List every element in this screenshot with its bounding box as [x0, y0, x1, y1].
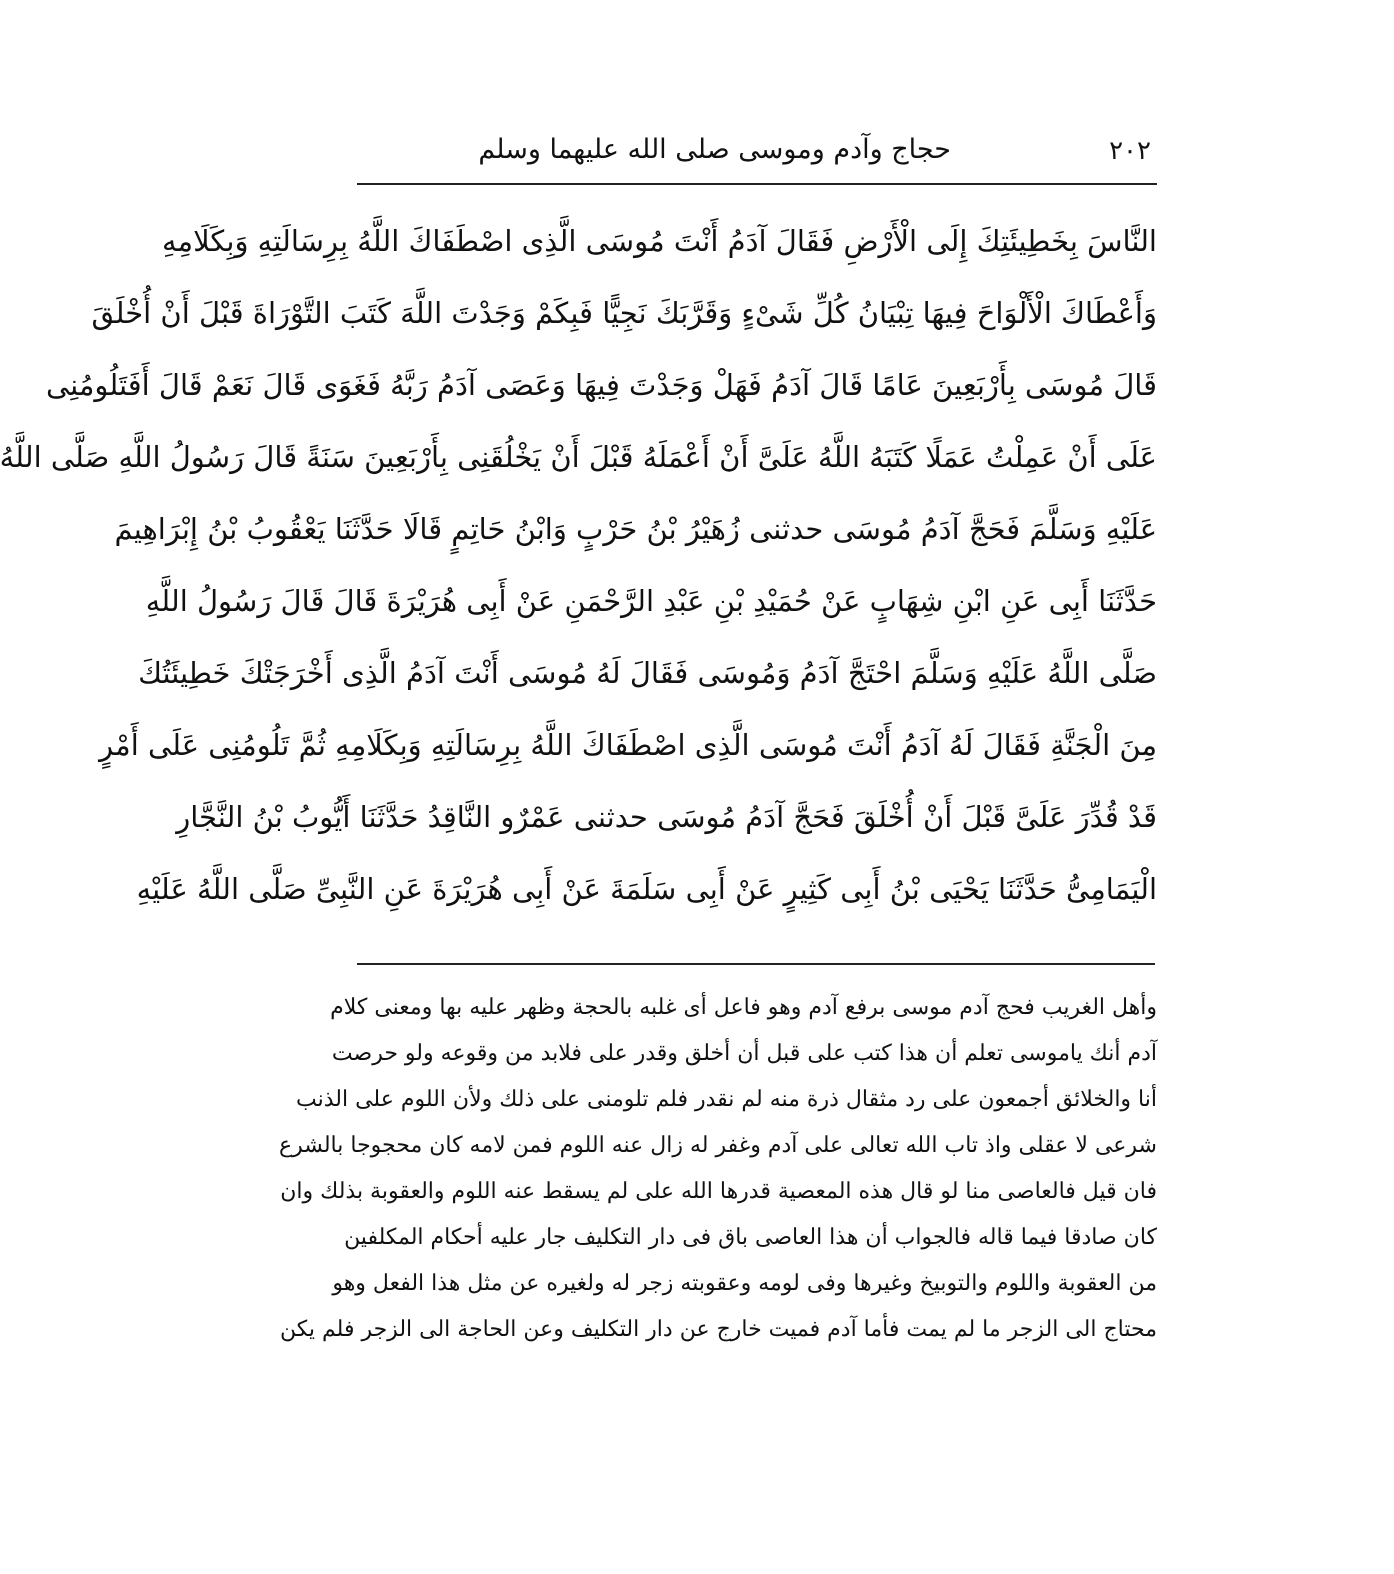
commentary-line: شرعى لا عقلى واذ تاب الله تعالى على آدم وغفر له زال عنه اللوم فمن لامه كان محجوجا بالشرع [278, 1133, 1157, 1158]
hadith-line: صَلَّى اللَّهُ عَلَيْهِ وَسَلَّمَ احْتَجَّ آدَمُ وَمُوسَى فَقَالَ لَهُ مُوسَى أَنْتَ آدَمُ الَّذِى أَخْرَجَتْكَ خَطِيئَتُكَ [138, 656, 1157, 690]
hadith-line: الْيَمَامِىُّ حَدَّثَنَا يَحْيَى بْنُ أَبِى كَثِيرٍ عَنْ أَبِى سَلَمَةَ عَنْ أَبِى هُرَيْرَةَ عَنِ النَّبِىِّ صَلَّى اللَّهُ عَلَيْهِ [136, 872, 1157, 906]
hadith-line: عَلَى أَنْ عَمِلْتُ عَمَلًا كَتَبَهُ اللَّهُ عَلَىَّ أَنْ أَعْمَلَهُ قَبْلَ أَنْ يَخْلُقَنِى بِأَرْبَعِينَ سَنَةً قَالَ رَسُولُ اللَّهِ صَلَّى اللَّهُ [0, 440, 1157, 474]
hadith-line: وَأَعْطَاكَ الْأَلْوَاحَ فِيهَا تِبْيَانُ كُلِّ شَىْءٍ وَقَرَّبَكَ نَجِيًّا فَبِكَمْ وَجَدْتَ اللَّهَ كَتَبَ التَّوْرَاةَ قَبْلَ أَنْ أُخْلَقَ [91, 296, 1157, 330]
hadith-line: النَّاسَ بِخَطِيئَتِكَ إِلَى الْأَرْضِ فَقَالَ آدَمُ أَنْتَ مُوسَى الَّذِى اصْطَفَاكَ اللَّهُ بِرِسَالَتِهِ وَبِكَلَامِهِ [161, 224, 1157, 258]
hadith-line: حَدَّثَنَا أَبِى عَنِ ابْنِ شِهَابٍ عَنْ حُمَيْدِ بْنِ عَبْدِ الرَّحْمَنِ عَنْ أَبِى هُرَيْرَةَ قَالَ قَالَ رَسُولُ اللَّهِ [145, 584, 1157, 618]
hadith-line: مِنَ الْجَنَّةِ فَقَالَ لَهُ آدَمُ أَنْتَ مُوسَى الَّذِى اصْطَفَاكَ اللَّهُ بِرِسَالَتِهِ وَبِكَلَامِهِ ثُمَّ تَلُومُنِى عَلَى أَمْرٍ [99, 728, 1157, 762]
hadith-line: عَلَيْهِ وَسَلَّمَ فَحَجَّ آدَمُ مُوسَى حدثنى زُهَيْرُ بْنُ حَرْبٍ وَابْنُ حَاتِمٍ قَالَا حَدَّثَنَا يَعْقُوبُ بْنُ إِبْرَاهِيمَ [114, 512, 1157, 546]
header-rule [357, 183, 1157, 185]
commentary-line: وأهل الغريب فحج آدم موسى برفع آدم وهو فاعل أى غلبه بالحجة وظهر عليه بها ومعنى كلام [330, 995, 1157, 1020]
hadith-line: قَدْ قُدِّرَ عَلَىَّ قَبْلَ أَنْ أُخْلَقَ فَحَجَّ آدَمُ مُوسَى حدثنى عَمْرٌو النَّاقِدُ حَدَّثَنَا أَيُّوبُ بْنُ النَّجَّارِ [176, 800, 1157, 834]
hadith-text [0, 205, 1157, 925]
commentary-line: من العقوبة واللوم والتوبيخ وغيرها وفى لومه وعقوبته زجر له ولغيره عن مثل هذا الفعل وهو [332, 1271, 1157, 1296]
hadith-line: قَالَ مُوسَى بِأَرْبَعِينَ عَامًا قَالَ آدَمُ فَهَلْ وَجَدْتَ فِيهَا وَعَصَى آدَمُ رَبَّهُ فَغَوَى قَالَ نَعَمْ قَالَ أَفَتَلُومُنِى [45, 368, 1157, 402]
commentary-line: كان صادقا فيما قاله فالجواب أن هذا العاصى باق فى دار التكليف جار عليه أحكام المكلفين [344, 1225, 1157, 1250]
page-header [361, 128, 1161, 178]
commentary-line: فان قيل فالعاصى منا لو قال هذه المعصية قدرها الله على لم يسقط عنه اللوم والعقوبة بذلك وان [280, 1179, 1157, 1204]
running-title: حجاج وآدم وموسى صلى الله عليهما وسلم [478, 134, 951, 165]
commentary-line: محتاج الى الزجر ما لم يمت فأما آدم فميت خارج عن دار التكليف وعن الحاجة الى الزجر فلم يكن [280, 1317, 1157, 1342]
commentary-line: آدم أنك ياموسى تعلم أن هذا كتب على قبل أن أخلق وقدر على فلابد من وقوعه ولو حرصت [331, 1041, 1157, 1066]
commentary-text [278, 985, 1157, 1353]
commentary-divider [357, 963, 1155, 965]
commentary-line: أنا والخلائق أجمعون على رد مثقال ذرة منه لم نقدر فلم تلومنى على ذلك ولأن اللوم على الذنب [296, 1087, 1157, 1112]
page-number: ٢٠٢ [1109, 136, 1151, 166]
